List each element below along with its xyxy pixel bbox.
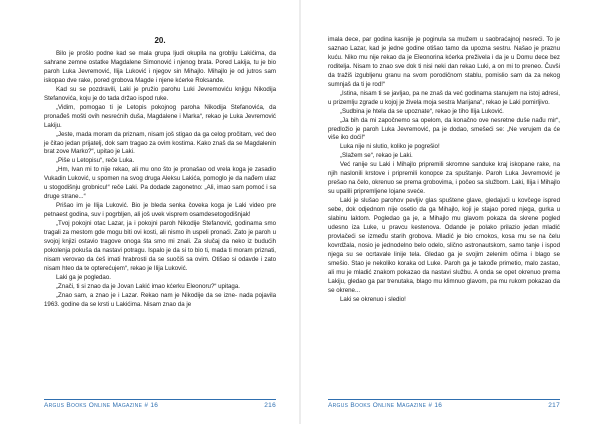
page-number: 217 xyxy=(548,402,560,409)
paragraph: „Ja bih da mi započnemo sa opelom, da konačno ove nesretne duše nađu mir“, predložio je paroh Luka Jevremović, pa je dodao, smešeći se: „Ne verujem da će više iko doći!“ xyxy=(328,116,560,142)
paragraph: Laki ga je pogledao. xyxy=(56,273,111,281)
page-footer xyxy=(328,402,560,412)
right-page-body xyxy=(328,36,560,305)
paragraph: „Piše u Letopisu“, reče Luka. xyxy=(56,157,135,165)
paragraph: Kad su se pozdravili, Laki je pružio parohu Luki Jevremoviću knjigu Nikodija Stefanovića, koju je do tada držao ispod ruke. xyxy=(44,85,276,102)
paragraph: „Vidim, pomogao ti je Letopis pokojnog paroha Nikodija Stefanovića, da pronađeš mošti ovih nesrećnih duša, Magdalene i Marka“, rekao je Luka Jevremović Lakiju. xyxy=(44,103,276,129)
paragraph: „Znao sam, a znao je i Lazar. Rekao nam je Nikodije da se izne- nada pojavila 1963. godine da se krsti u Lakićima. Nisam znao da je xyxy=(44,291,276,308)
paragraph: Bilo je prošlo podne kad se mala grupa ljudi okupila na groblju Lakićima, da sahrane zemne ostatke Magdalene Simonović i njenog brata. Pored Lakija, tu je bio paroh Luka Jevremović, Ilija Luković i njegov sin Mihajlo. Mihajlo je od jutros sam iskopao dve rake, pored grobova Magde i njene kćerke Roksande. xyxy=(44,50,276,84)
paragraph: „Slažem se“, rekao je Laki. xyxy=(340,152,413,160)
footer-rule xyxy=(328,399,560,400)
paragraph: „Hm, Ivan mi to nije rekao, ali mu ono što je pronašao od vrela koga je zasadio Vukadin Luković, u spomen na svog druga Aleksu Lakića, pomoglo je da nađem ulaz u stogodišnju grobnicu!“ reče Laki. Pa dodade zagonetno: „Ali, imao sam pomoć i sa druge strane...“ xyxy=(44,166,276,201)
paragraph: Luka nije ni slutio, koliko je pogrešio! xyxy=(340,143,440,151)
paragraph: „Sudbina je htela da se upoznate“, rekao je tiho Ilija Luković. xyxy=(340,107,504,115)
paragraph: Laki je slušao parohov pevljiv glas spuštene glave, gledajući u kovčege ispred sebe, dok odjednom nije osetio da ga Mihajlo, koji je stajao pored njega, gurka u slabinu laktom. Pogledao ga je, a Mihajlo mu glavom pokaza da skrene pogled udesno iza Luke, u pravcu kestenova. Odande je polako prilazio jedan mladić provlačeći se između starih grobova. Mladić je bio crnokos, kosa mu se na čelu kovrdžala, nosio je jednodelno belo odelo, slično astronautskom, samo tanje i ispod njega su se ocrtavale linije tela. Gledao ga je svojim zelenim očima i blago se smešio. Stao je nekoliko koraka od Luke. Paroh ga je takođe primetio, malo zastao, ali mu je mladić znakom pokazao da nastavi službu. A onda se opet okrenuo prema Lakiju, gledao ga par trenutaka, blago mu klimnuo glavom, pa mu rukom pokazao da se okrene... xyxy=(328,197,560,294)
right-page xyxy=(300,0,600,424)
magazine-name: Argus Books Online Magazine # 16 xyxy=(44,402,159,409)
paragraph: Već ranije su Laki i Mihajlo pripremili skromne sanduke kraj iskopane rake, na njih naslonili krstove i pripremili konopce za spuštanje. Paroh Luka Jevremović je prešao na čelo, okrenuo se prema grobovima, i počeo sa službom. Laki, Ilija i Mihajlo su upalili pripremljene lojane sveće. xyxy=(328,161,560,196)
paragraph: „Znači, ti si znao da je Jovan Lakić imao kćerku Eleonoru?“ upitaga. xyxy=(56,282,240,290)
page-footer xyxy=(44,402,276,412)
left-page-body xyxy=(44,50,276,310)
footer-rule xyxy=(44,399,276,400)
paragraph: „Jeste, mada moram da priznam, nisam još stigao da ga celog pročitam, već deo je čitao jedan prijatelj, dok sam tragao za ovim kostima. Kako znaš da se Magdalenin brat zove Marko?“, upitao je Laki. xyxy=(44,130,276,156)
paragraph: „Istina, nisam ti se javljao, pa ne znaš da već godinama stanujem na istoj adresi, u prizemlju zgrade u kojoj je živela moja sestra Marijana“, rekao je Laki pomirljivo. xyxy=(328,89,560,106)
page-number: 216 xyxy=(264,402,276,409)
paragraph: „Tvoj pokojni otac Lazar, ja i pokojni paroh Nikodije Stefanović, godinama smo tragali za mestom gde mogu biti ovi kosti, ali nismo ih uspeli pronaći. Zato je paroh u svojoj knjizi ostavio tragove onoga šta smo mi znali. Za slučaj da neko iz budućih pokolenja pokuša da nastavi potragu. Ispalo je da si to bio ti, mada ti moram priznati, nisam verovao da ćeš imati hrabrosti da se suočiš sa ovim. Otišao si odavde i zato nisam hteo da te opterećujem“, rekao je Ilija Luković. xyxy=(44,220,276,272)
chapter-number: 20. xyxy=(154,36,166,45)
magazine-name: Argus Books Online Magazine # 16 xyxy=(328,402,443,409)
paragraph: Prišao im je Ilija Luković. Bio je bleda senka čoveka koga je Laki video pre petnaest godina, suv i pogrbljen, ali još uvek visprem osamdesetogodišnjak! xyxy=(44,202,276,219)
paragraph: Laki se okrenuo i sledio! xyxy=(340,295,406,303)
paragraph: imala dece, par godina kasnije je poginula sa mužem u saobraćajnoj nesreći. To je saznao Lazar, kad je jedne godine otišao tamo da upozna sestru. Našao je praznu kuću. Niko mu nije rekao da je Eleonorina kćerka preživela i da je u Domu dece bez roditelja. Nisam to znao sve dok ti nisi neki dan rekao Luki, a on mi to preneo. Čuvši da tražiš izgubljenu granu na svom porodičnom stablu, pomislio sam da za nekog sumnjaš da ti je rod!“ xyxy=(328,36,560,88)
